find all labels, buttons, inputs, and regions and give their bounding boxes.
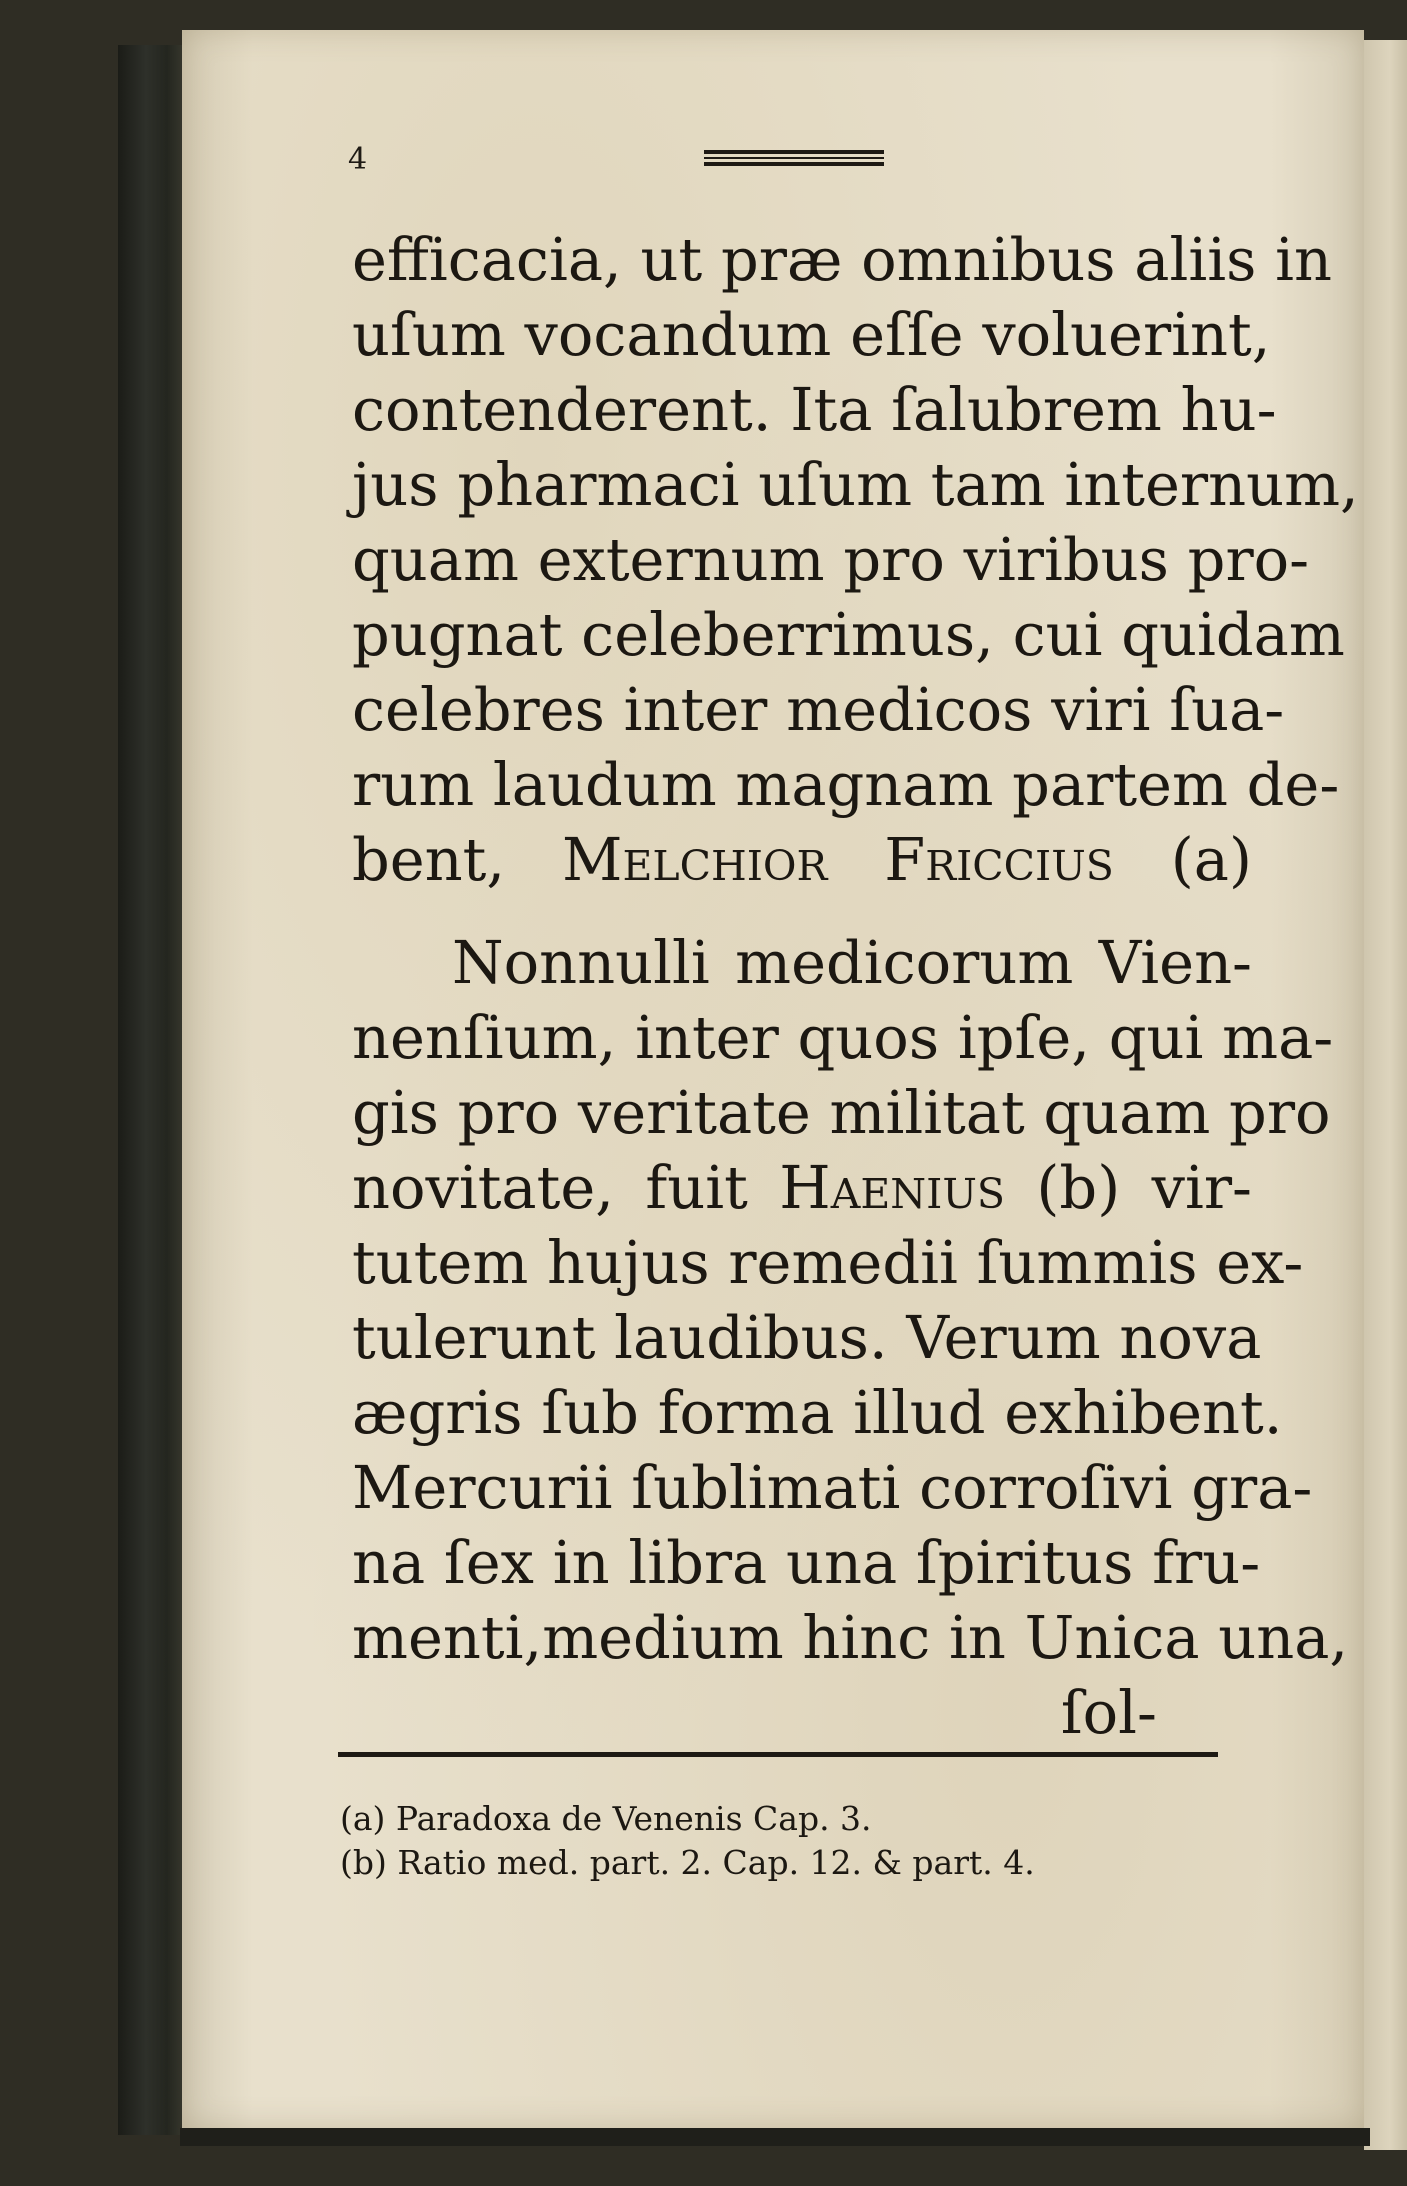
text-line: celebres inter medicos viri ſua- <box>352 675 1285 744</box>
header-ornament-rule <box>704 150 884 166</box>
author-name: Haenius <box>779 1153 1005 1222</box>
text-line-with-author <box>352 822 1252 897</box>
catchword: ſol- <box>1060 1678 1157 1747</box>
footnote-reference: (b) vir- <box>1004 1153 1252 1222</box>
text-line: Nonnulli medicorum Vien- <box>452 928 1252 997</box>
text-line: jus pharmaci uſum tam internum, <box>352 450 1359 519</box>
footnote-b: (b) Ratio med. part. 2. Cap. 12. & part. 4. <box>340 1843 1035 1882</box>
text-line: nenſium, inter quos ipſe, qui ma- <box>352 1003 1334 1072</box>
author-name: Melchior Friccius <box>562 825 1114 894</box>
text-line: menti,medium hinc in Unica una, <box>352 1603 1349 1672</box>
paragraph-1 <box>352 222 1359 897</box>
text-line: tutem hujus remedii ſummis ex- <box>352 1228 1304 1297</box>
text-line: gis pro veritate militat quam pro <box>352 1078 1331 1147</box>
text-line: na ſex in libra una ſpiritus fru- <box>352 1528 1261 1597</box>
text-line-with-author <box>352 1150 1252 1225</box>
footnote-a: (a) Paradoxa de Venenis Cap. 3. <box>340 1799 872 1838</box>
paragraph-2 <box>352 925 1349 1750</box>
text-line: Mercurii ſublimati corroſivi gra- <box>352 1453 1313 1522</box>
text-fragment: novitate, fuit <box>352 1153 780 1222</box>
text-line: ægris ſub forma illud exhibent. <box>352 1378 1283 1447</box>
footnotes <box>340 1797 1240 1885</box>
footnote-reference: (a) <box>1113 825 1252 894</box>
text-line: contenderent. Ita ſalubrem hu- <box>352 375 1277 444</box>
book-bottom-edge <box>180 2128 1370 2146</box>
adjacent-page-edge <box>1364 40 1407 2150</box>
text-line: rum laudum magnam partem de- <box>352 750 1340 819</box>
footnote-separator-rule <box>338 1752 1218 1757</box>
page-number: 4 <box>348 142 368 177</box>
text-line: uſum vocandum eſſe voluerint, <box>352 300 1271 369</box>
text-line: efficacia, ut præ omnibus aliis in <box>352 225 1332 294</box>
text-fragment: bent, <box>352 825 563 894</box>
text-line: tulerunt laudibus. Verum nova <box>352 1303 1262 1372</box>
text-line: pugnat celeberrimus, cui quidam <box>352 600 1345 669</box>
book-spine <box>118 45 188 2135</box>
text-line: quam externum pro viribus pro- <box>352 525 1310 594</box>
